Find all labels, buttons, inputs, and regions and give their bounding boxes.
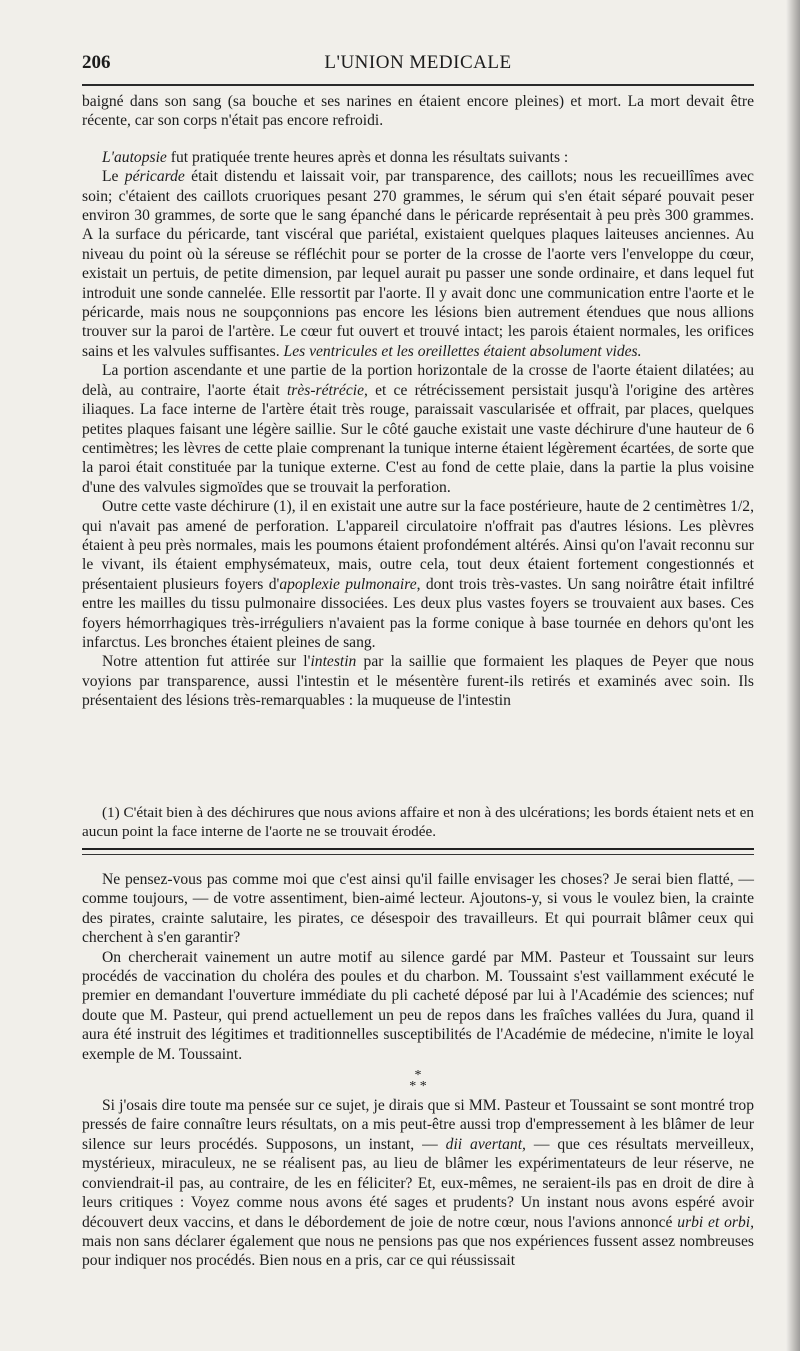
paragraph-5-b: , dont trois très-vastes. Un sang noirâtre était infiltré entre les mailles du tissu pulmonaire dissociées. Les deux plus vastes foyers se trouvaient aux bases. Ces foyers hémorrhagiques très-irréguliers n'avaient pas la forme conique à base tournée en dehors qu'ont les infarctus. Les bronches étaient pleines de sang. [82,575,754,651]
article-body [82,92,754,711]
feuilleton-paragraph-2: On chercherait vainement un autre motif au silence gardé par MM. Pasteur et Toussaint sur leurs procédés de vaccination du choléra des poules et du charbon. M. Toussaint s'est vaillamment exécuté le premier en demandant l'ouverture immédiate du pli cacheté déposé par lui à l'Académie des sciences; nuf doute que M. Pasteur, qui prend actuellement un peu de repos dans les fraîches vallées du Jura, quand il aura été instruit des légitimes et traditionnelles susceptibilités de l'Académie de médecine, n'imite le loyal exemple de M. Toussaint. [82,948,754,1063]
paragraph-4 [82,361,754,497]
running-title: L'UNION MEDICALE [324,52,512,73]
page-number: 206 [82,52,111,73]
feuilleton-paragraph-3 [82,1096,754,1271]
paragraph-2-text: fut pratiquée trente heures après et donna les résultats suivants : [166,148,569,166]
intestin-italic: intestin [310,653,357,671]
page-edge-shadow [786,0,800,1351]
autopsie-italic: L'autopsie [102,148,167,166]
paragraph-6-a: Notre attention fut attirée sur l' [102,653,311,671]
paragraph-4-a: La portion ascendante et une partie de la portion horizontale de la crosse de l'aorte étaient dilatées; au delà, au contraire, l'aorte était [82,362,754,399]
apoplexie-italic: apoplexie pulmonaire [279,575,417,593]
paragraph-6 [82,652,754,710]
feuilleton-3-a: Si j'osais dire toute ma pensée sur ce sujet, je dirais que si MM. Pasteur et Toussaint se sont montré trop pressés de faire connaître leurs résultats, on a mis peut-être aussi trop d'empressement à les blâmer de leur silence sur leurs procédés. Supposons, un instant, — [82,1097,754,1153]
feuilleton-separator [82,848,754,855]
urbi-et-orbi-italic: urbi et orbi, [677,1213,754,1231]
paragraph-6-b: par la saillie que formaient les plaques de Peyer que nous voyions par transparence, aussi l'intestin et le mésentère furent-ils retirés et examinés avec soin. Ils présentaient des lésions très-remarquables : la muqueuse de l'intestin [82,653,754,710]
feuilleton-3-b: — que ces résultats merveilleux, mystérieux, miraculeux, ne se réalisent pas, au lieu de blâmer les expérimentateurs de leur réserve, ne conviendrait-il pas, au contraire, de les en féliciter? Et, eux-mêmes, ne seraient-ils pas en droit de dire à leurs critiques : Voyez comme nous avons été sages et prudents? Un instant nous avons espéré avoir découvert deux vaccins, et dans le débordement de joie de notre cœur, nous l'avions annoncé [82,1135,754,1231]
paragraph-3-b: était distendu et laissait voir, par transparence, des caillots; nous les recueillîmes avec soin; c'étaient des caillots cruoriques pesant 270 grammes, le sérum qui s'en était séparé pouvait peser environ 30 grammes, de sorte que le sang épanché dans le péricarde représentait à peu près 300 grammes. A la surface du péricarde, tant viscéral que pariétal, existaient quelques plaques laiteuses anciennes. Au niveau du point où la séreuse se réfléchit pour se porter de la crosse de l'aorte vers l'enveloppe du cœur, existait un pertuis, de petite dimension, par lequel aurait pu passer une sonde ordinaire, et dans lequel fut introduit une sonde cannelée. Elle ressortit par l'aorte. Il y avait donc une communication entre l'aorte et le péricarde, mais nous ne soupçonnions pas encore les lésions bien autrement étendues que nous allions trouver sur la paroi de l'artère. Le cœur fut ouvert et trouvé intact; les parois étaient normales, les orifices sains et les valvules suffisantes. [82,168,754,360]
feuilleton-section [82,870,754,1271]
ventricules-italic: Les ventricules et les oreillettes étaient absolument vides. [283,342,642,360]
header-rule [82,84,754,86]
paragraph-4-b: , et ce rétrécissement persistait jusqu'à l'origine des artères iliaques. La face interne de l'artère était très rouge, paraissait vascularisée et offrait, par places, quelques petites plaques faisant une légère saillie. Sur le côté gauche existait une vaste déchirure d'une hauteur de 6 centimètres; les lèvres de cette plaie comprenant la tunique interne étaient légèrement écartées, de sorte que la paroi était constituée par la tunique externe. C'est au fond de cette plaie, dans la partie la plus voisine d'une des valvules sigmoïdes que se trouvait la perforation. [82,381,754,496]
paragraph-1-text: baigné dans son sang (sa bouche et ses narines en étaient encore pleines) et mort. La mort devait être récente, car son corps n'était pas encore refroidi. [82,93,754,130]
paragraph-3 [82,167,754,361]
feuilleton-paragraph-1: Ne pensez-vous pas comme moi que c'est ainsi qu'il faille envisager les choses? Je serai bien flatté, — comme toujours, — de votre assentiment, bien-aimé lecteur. Ajoutons-y, si vous le voulez bien, la crainte des pirates, crainte salutaire, les pirates, ce désespoir des travailleurs. Et qui pourrait blâmer ceux qui cherchent à s'en garantir? [82,871,754,947]
dii-avertant-italic: dii avertant, [445,1135,526,1153]
paragraph-1 [82,92,754,131]
asterism-top: * [414,1068,422,1084]
page-header [82,50,754,76]
paragraph-5 [82,497,754,652]
paragraph-3-a: Le [102,168,125,186]
asterism [82,1068,754,1095]
footnote: (1) C'était bien à des déchirures que nous avions affaire et non à des ulcérations; les bords étaient nets et en aucun point la face interne de l'aorte ne se trouvait érodée. [82,804,754,840]
paragraph-5-a: Outre cette vaste déchirure (1), il en existait une autre sur la face postérieure, haute de 2 centimètres 1/2, qui n'avait pas amené de perforation. L'appareil circulatoire n'offrait pas d'autres lésions. Les plèvres étaient à peu près normales, mais les poumons étaient profondément altérés. Ainsi qu'on l'avait reconnu sur le vivant, ils étaient emphysémateux, mais, outre cela, tout deux étaient fortement congestionnés et présentaient plusieurs foyers d' [82,498,754,593]
feuilleton-3-c: mais non sans déclarer également que nous ne pensions pas que nos expériences fussent assez nombreuses pour indiquer nos procédés. Bien nous en a pris, car ce qui réussissait [82,1232,754,1270]
pericarde-italic: péricarde [124,168,185,186]
asterism-bottom: * * [409,1079,427,1095]
paragraph-2 [82,148,754,167]
tres-retrecie-italic: très-rétrécie [286,381,365,399]
